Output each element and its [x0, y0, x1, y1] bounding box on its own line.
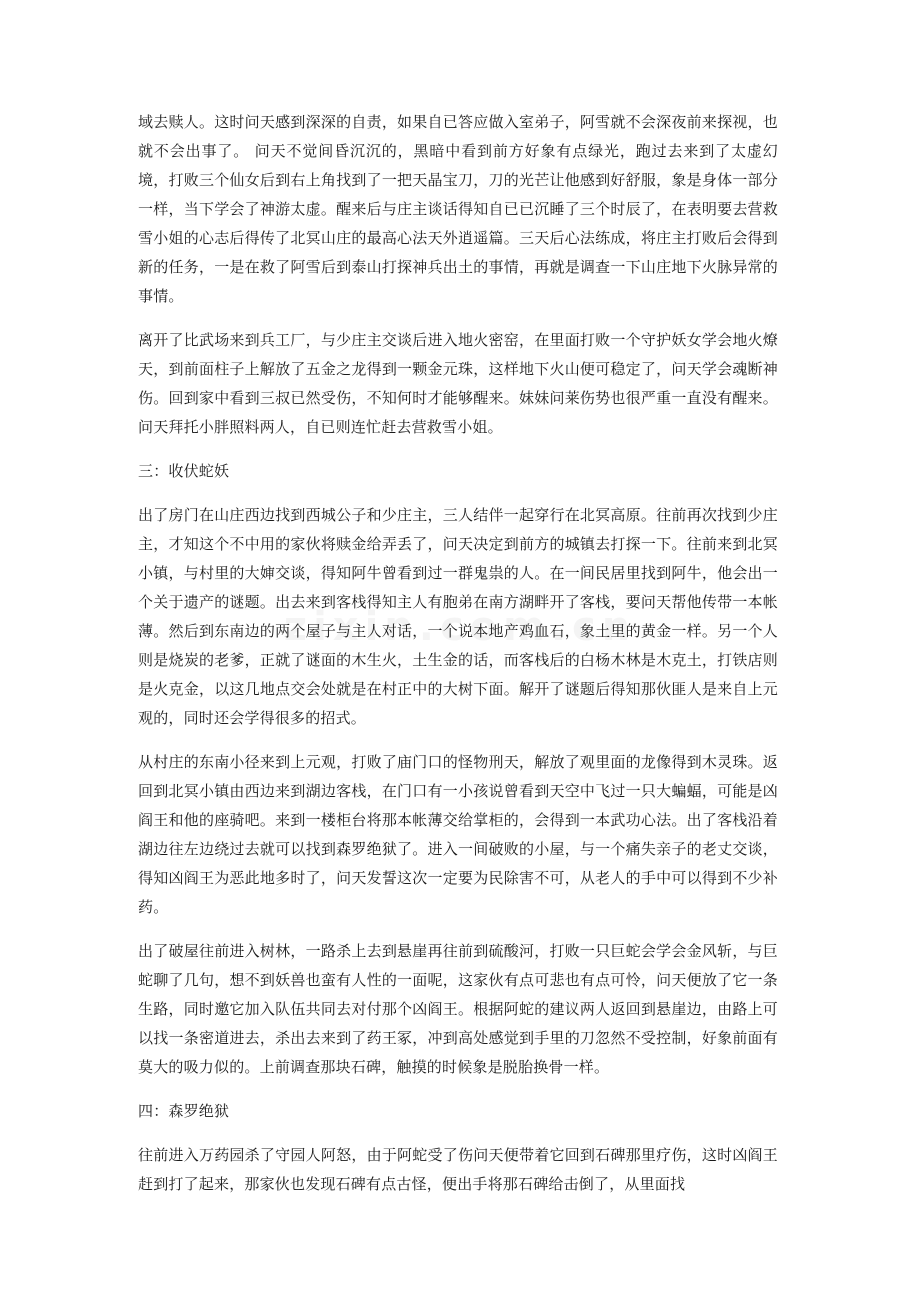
paragraph-3: 出了房门在山庄西边找到西城公子和少庄主，三人结伴一起穿行在北冥高原。往前再次找到少庄主，才知这个不中用的家伙将赎金给弄丢了，问天决定到前方的城镇去打探一下。往前来到北冥小镇，与村里的大婶交谈，得知阿牛曾看到过一群鬼祟的人。在一间民居里找到阿牛，他会出一个关于遗产的谜题。出去来到客栈得知主人有胞弟在南方湖畔开了客栈，要问天帮他传带一本帐薄。然后到东南边的两个屋子与主人对话，一个说本地产鸡血石，象土里的黄金一样。另一个人则是烧炭的老爹，正就了谜面的木生火，土生金的话，而客栈后的白杨木林是木克土，打铁店则是火克金，以这几地点交会处就是在村正中的大树下面。解开了谜题后得知那伙匪人是来自上元观的，同时还会学得很多的招式。 — [138, 506, 778, 727]
paragraph-2: 离开了比武场来到兵工厂，与少庄主交谈后进入地火密窑，在里面打败一个守护妖女学会地火燎天，到前面柱子上解放了五金之龙得到一颗金元珠，这样地下火山便可稳定了，问天学会魂断神伤。回到家中看到三叔已然受伤，不知何时才能够醒来。妹妹问莱伤势也很严重一直没有醒来。问天拜托小胖照料两人，自已则连忙赶去营救雪小姐。 — [138, 331, 778, 436]
paragraph-5: 出了破屋往前进入树林，一路杀上去到悬崖再往前到硫酸河，打败一只巨蛇会学会金风斩，与巨蛇聊了几句，想不到妖兽也蛮有人性的一面呢，这家伙有点可悲也有点可怜，问天便放了它一条生路，同时邀它加入队伍共同去对付那个凶阎王。根据阿蛇的建议两人返回到悬崖边，由路上可以找一条密道进去，杀出去来到了药王冢，冲到高处感觉到手里的刀忽然不受控制，好象前面有莫大的吸力似的。上前调查那块石碑，触摸的时候象是脱胎换骨一样。 — [138, 942, 778, 1076]
section-heading-4: 四：森罗绝狱 — [138, 1102, 230, 1120]
paragraph-6: 往前进入万药园杀了守园人阿怒，由于阿蛇受了伤问天便带着它回到石碑那里疗伤，这时凶阎王赶到打了起来，那家伙也发现石碑有点古怪，便出手将那石碑给击倒了，从里面找 — [138, 1146, 778, 1193]
paragraph-4: 从村庄的东南小径来到上元观，打败了庙门口的怪物刑天，解放了观里面的龙像得到木灵珠。返回到北冥小镇由西边来到湖边客栈，在门口有一小孩说曾看到天空中飞过一只大蝙蝠，可能是凶阎王和他的座骑吧。来到一楼柜台将那本帐薄交给掌柜的，会得到一本武功心法。出了客栈沿着湖边往左边绕过去就可以找到森罗绝狱了。进入一间破败的小屋，与一个痛失亲子的老丈交谈，得知凶阎王为恶此地多时了，问天发誓这次一定要为民除害不可，从老人的手中可以得到不少补药。 — [138, 753, 778, 916]
document-body — [138, 108, 778, 1214]
section-heading-3: 三：收伏蛇妖 — [138, 462, 230, 480]
paragraph-1: 域去赎人。这时问天感到深深的自责，如果自已答应做入室弟子，阿雪就不会深夜前来探视，也就不会出事了。 问天不觉间昏沉沉的，黑暗中看到前方好象有点绿光，跑过去来到了太虚幻境，打败三个仙女后到右上角找到了一把天晶宝刀，刀的光芒让他感到好舒服，象是身体一部分一样，当下学会了神游太虚。醒来后与庄主谈话得知自已已沉睡了三个时辰了，在表明要去营救雪小姐的心志后得传了北冥山庄的最高心法天外逍遥篇。三天后心法练成，将庄主打败后会得到新的任务，一是在救了阿雪后到泰山打探神兵出土的事情，再就是调查一下山庄地下火脉异常的事情。 — [138, 113, 778, 305]
